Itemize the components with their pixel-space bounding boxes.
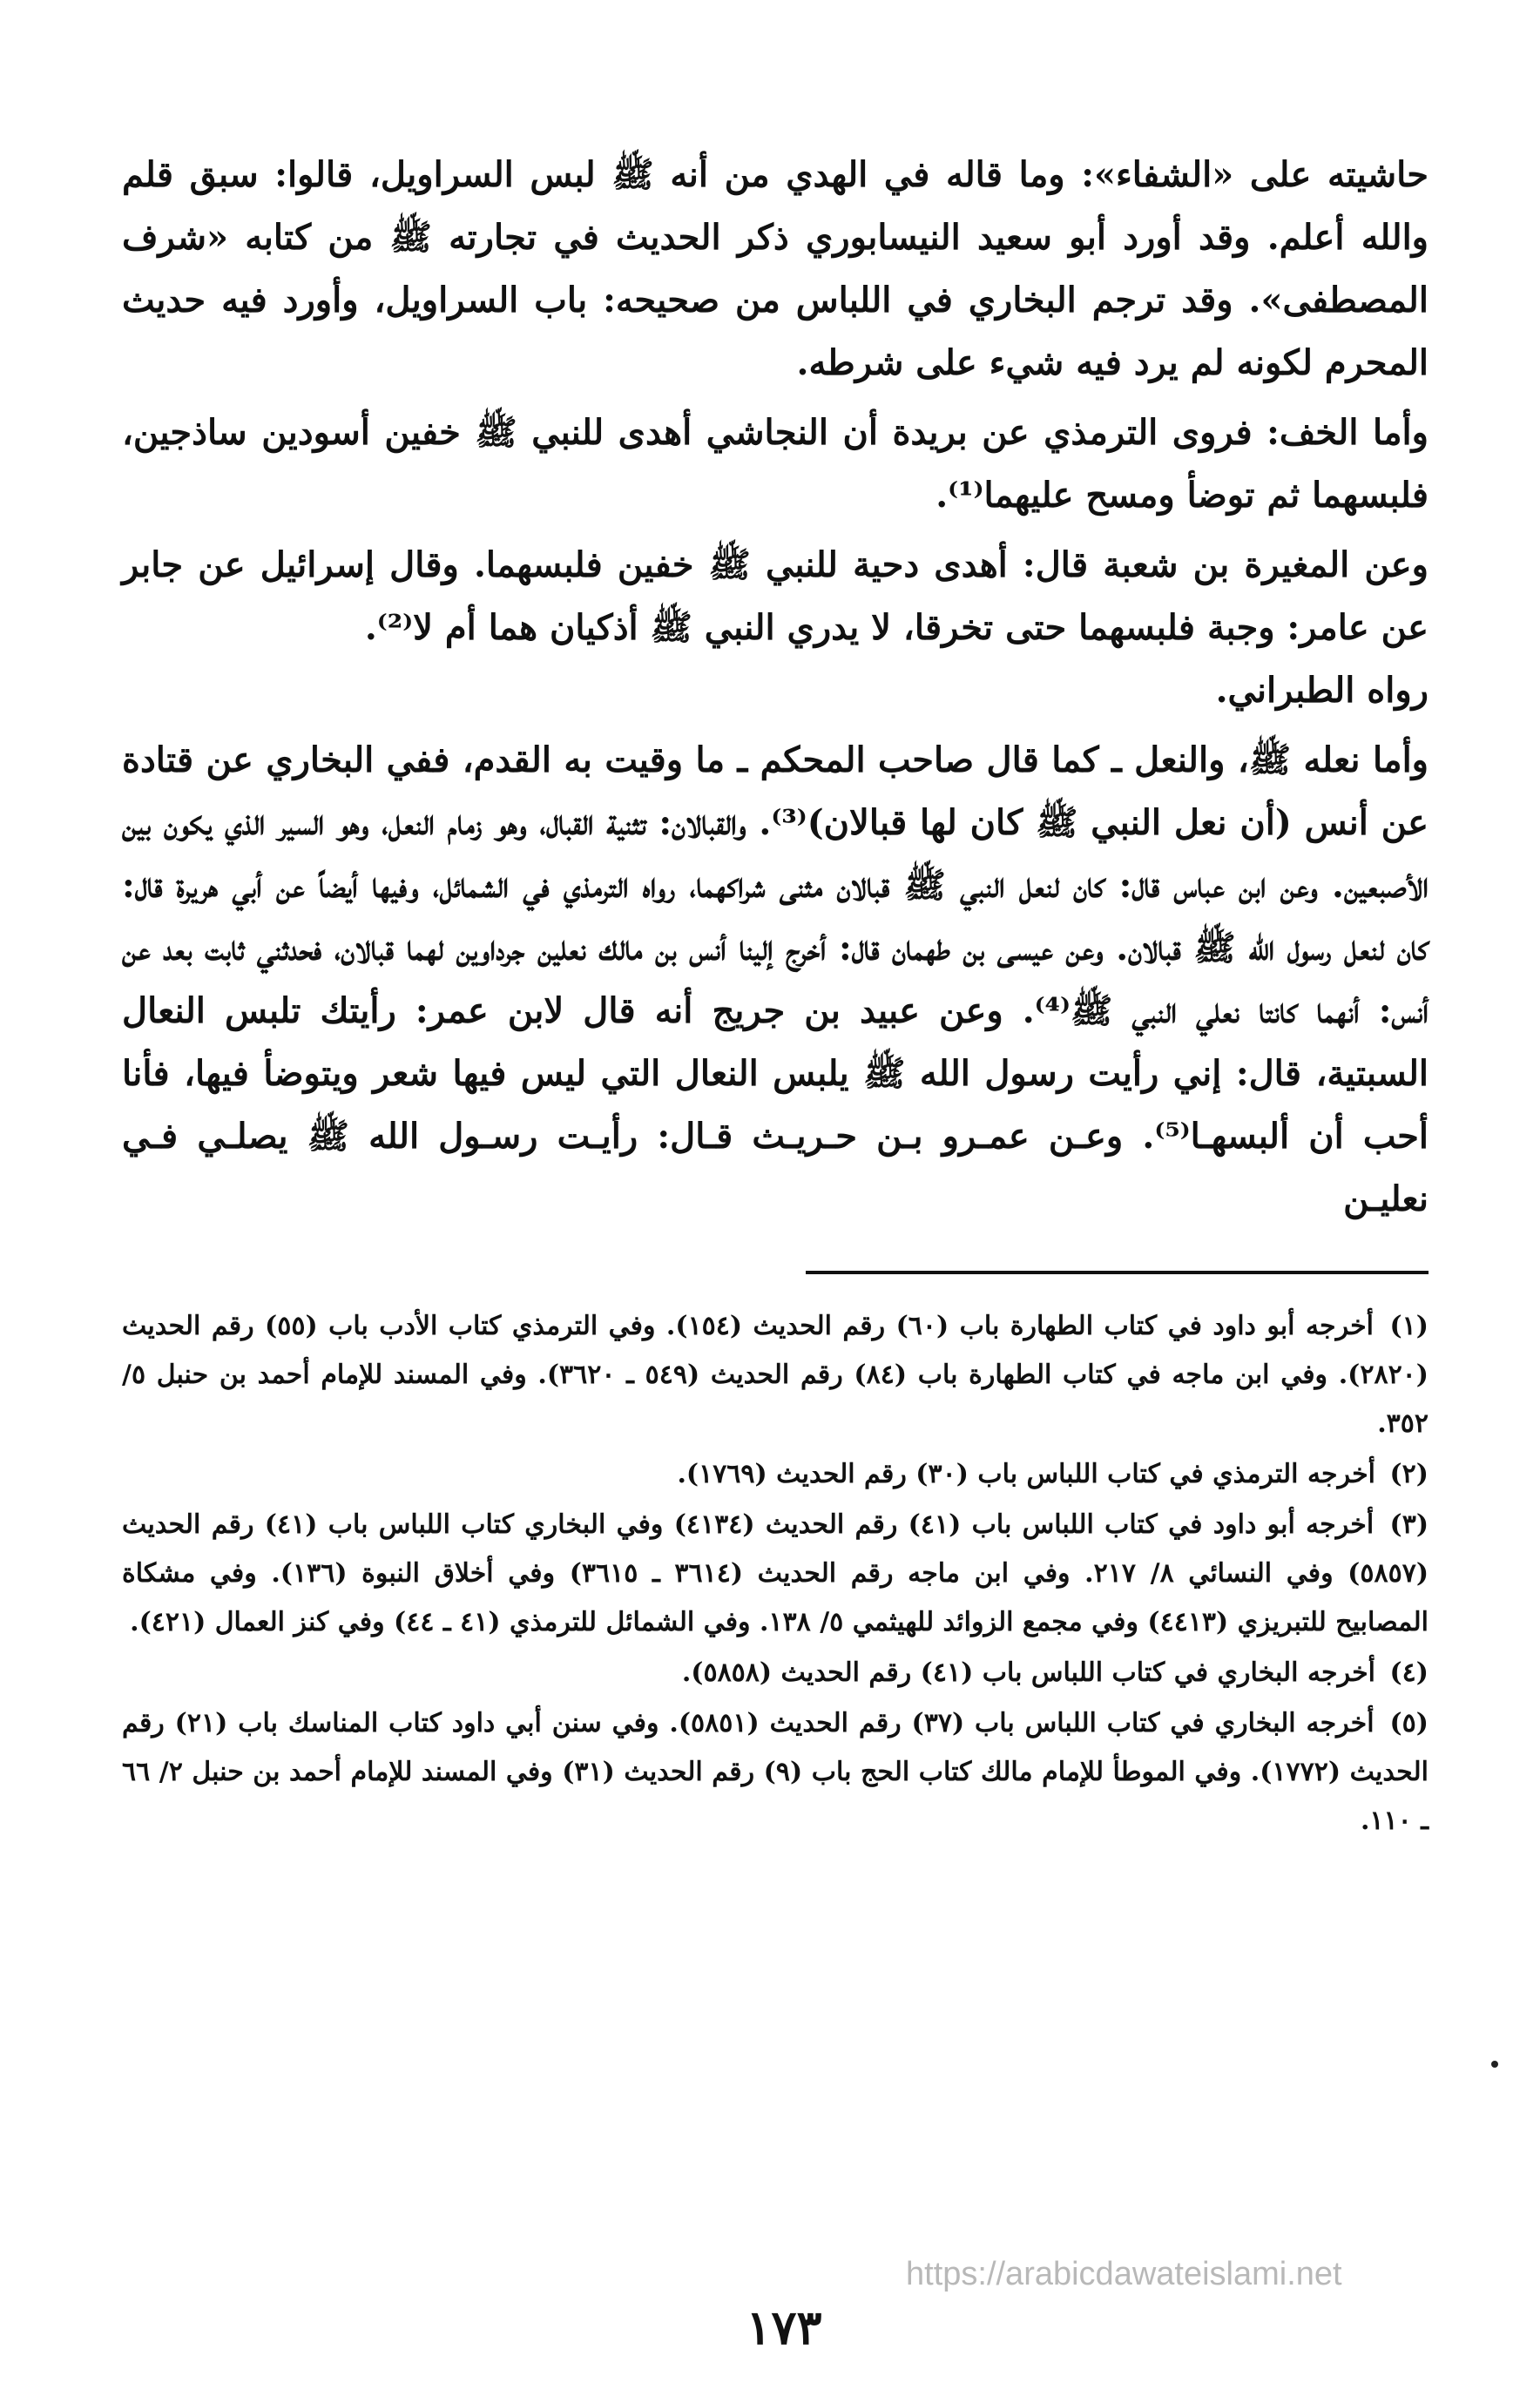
footnote-2: (٢) أخرجه الترمذي في كتاب اللباس باب (٣٠) رقم الحديث (١٧٦٩). bbox=[677, 1459, 1429, 1489]
footnote-3: (٣) أخرجه أبو داود في كتاب اللباس باب (٤١) رقم الحديث (٤١٣٤) وفي البخاري كتاب اللباس باب (٤١) رقم الحديث (٥٨٥٧) وفي النسائي ٨/ ٢١٧. وفي ابن ماجه رقم الحديث (٣٦١٤ ـ ٣٦١٥) وفي أخلاق النبوة (١٣٦). وفي مشكاة المصابيح للتبريزي (٤٤١٣) وفي مجمع الزوائد للهيثمي ٥/ ١٣٨. وفي الشمائل للترمذي (٤١ ـ ٤٤) وفي كنز العمال (٤٢١). bbox=[122, 1509, 1429, 1637]
footnote-separator bbox=[122, 1238, 1429, 1299]
paragraph-mughira bbox=[122, 534, 1429, 722]
paragraph-mughira-source: رواه الطبراني. bbox=[1215, 670, 1429, 711]
watermark-url: https://arabicdawateislami.net bbox=[906, 2256, 1342, 2292]
paragraph-mughira-text: وعن المغيرة بن شعبة قال: أهدى دحية للنبي ﷺ خفين فلبسهما. وقال إسرائيل عن جابر عن عامر: وجبة فلبسهما حتى تخرقا، لا يدري النبي ﷺ أذكيان هما أم لا⁽²⁾. bbox=[122, 544, 1429, 648]
page-number: ١٧٣ bbox=[746, 2299, 822, 2355]
main-text bbox=[122, 144, 1429, 1231]
footnote-4: (٤) أخرجه البخاري في كتاب اللباس باب (٤١) رقم الحديث (٥٨٥٨). bbox=[681, 1657, 1429, 1688]
footnotes bbox=[122, 1302, 1429, 1846]
footnote-1: (١) أخرجه أبو داود في كتاب الطهارة باب (٦٠) رقم الحديث (١٥٤). وفي الترمذي كتاب الأدب باب (٥٥) رقم الحديث (٢٨٢٠). وفي ابن ماجه في كتاب الطهارة باب (٨٤) رقم الحديث (٥٤٩ ـ ٣٦٢٠). وفي المسند للإمام أحمد بن حنبل ٥/ ٣٥٢. bbox=[122, 1311, 1429, 1439]
paragraph-khuff: وأما الخف: فروى الترمذي عن بريدة أن النجاشي أهدى للنبي ﷺ خفين أسودين ساذجين، فلبسهما ثم توضأ ومسح عليهما⁽¹⁾. bbox=[122, 412, 1429, 516]
scan-speck bbox=[1491, 2061, 1498, 2068]
footnote-5: (٥) أخرجه البخاري في كتاب اللباس باب (٣٧) رقم الحديث (٥٨٥١). وفي سنن أبي داود كتاب المناسك باب (٢١) رقم الحديث (١٧٧٢). وفي الموطأ للإمام مالك كتاب الحج باب (٩) رقم الحديث (٣١) وفي المسند للإمام أحمد بن حنبل ٢/ ٦٦ ـ ١١٠. bbox=[122, 1708, 1429, 1836]
footnote-rule bbox=[806, 1271, 1429, 1274]
page-content bbox=[122, 144, 1429, 2321]
paragraph-naal: وأما نعله ﷺ، والنعل ـ كما قال صاحب المحكم ـ ما وقيت به القدم، ففي البخاري عن قتادة عن أنس (أن نعل النبي ﷺ كان لها قبالان)⁽³⁾. والقبالان: تثنية القبال، وهو زمام النعل، وهو السير الذي يكون بين الأصبعين. وعن ابن عباس قال: كان لنعل النبي ﷺ قبالان مثنى شراكهما، رواه الترمذي في الشمائل، وفيها أيضاً عن أبي هريرة قال: كان لنعل رسول الله ﷺ قبالان. وعن عيسى بن طهمان قال: أخرج إلينا أنس بن مالك نعلين جرداوين لهما قبالان، فحدثني ثابت بعد عن أنس: أنهما كانتا نعلي النبي ﷺ⁽⁴⁾. وعن عبيد بن جريج أنه قال لابن عمر: رأيتك تلبس النعال السبتية، قال: إني رأيت رسول الله ﷺ يلبس النعال التي ليس فيها شعر ويتوضأ فيها، فأنا أحب أن ألبسهـا⁽⁵⁾. وعـن عمـرو بـن حـريـث قـال: رأيـت رسـول الله ﷺ يصلـي فـي نعليـن bbox=[122, 739, 1429, 1219]
paragraph-sarawil: حاشيته على «الشفاء»: وما قاله في الهدي من أنه ﷺ لبس السراويل، قالوا: سبق قلم والله أعلم. وقد أورد أبو سعيد النيسابوري ذكر الحديث في تجارته ﷺ من كتابه «شرف المصطفى». وقد ترجم البخاري في اللباس من صحيحه: باب السراويل، وأورد فيه حديث المحرم لكونه لم يرد فيه شيء على شرطه. bbox=[122, 154, 1429, 383]
